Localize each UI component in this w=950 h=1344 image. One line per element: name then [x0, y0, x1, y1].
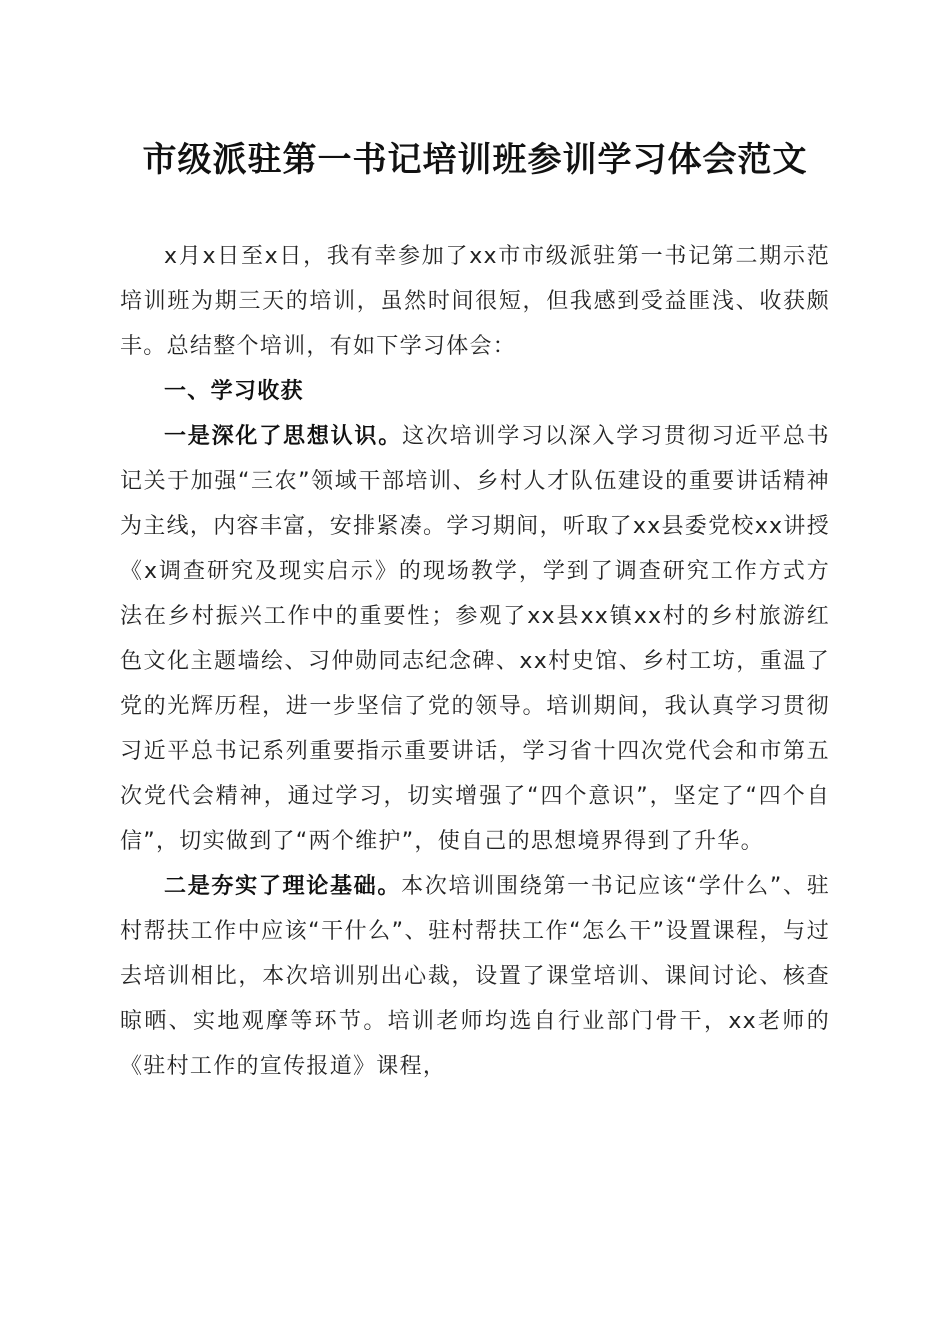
paragraph-2-lead: 二是夯实了理论基础。	[164, 874, 402, 899]
document-body	[120, 234, 830, 1089]
paragraph-1-lead: 一是深化了思想认识。	[164, 424, 403, 449]
section-heading: 一、学习收获	[164, 379, 304, 404]
intro-paragraph: x月x日至x日，我有幸参加了xx市市级派驻第一书记第二期示范培训班为期三天的培训，虽然时间很短，但我感到受益匪浅、收获颇丰。总结整个培训，有如下学习体会：	[120, 244, 830, 359]
paragraph-1-text: 这次培训学习以深入学习贯彻习近平总书记关于加强“三农”领域干部培训、乡村人才队伍建设的重要讲话精神为主线，内容丰富，安排紧凑。学习期间，听取了xx县委党校xx讲授《x调查研究及现实启示》的现场教学，学到了调查研究工作方式方法在乡村振兴工作中的重要性；参观了xx县xx镇xx村的乡村旅游红色文化主题墙绘、习仲勋同志纪念碑、xx村史馆、乡村工坊，重温了党的光辉历程，进一步坚信了党的领导。培训期间，我认真学习贯彻习近平总书记系列重要指示重要讲话，学习省十四次党代会和市第五次党代会精神，通过学习，切实增强了“四个意识”，坚定了“四个自信”，切实做到了“两个维护”，使自己的思想境界得到了升华。	[120, 424, 830, 854]
paragraph-2-text: 本次培训围绕第一书记应该“学什么”、驻村帮扶工作中应该“干什么”、驻村帮扶工作“怎么干”设置课程，与过去培训相比，本次培训别出心裁，设置了课堂培训、课间讨论、核查晾晒、实地观摩等环节。培训老师均选自行业部门骨干，xx老师的《驻村工作的宣传报道》课程，	[120, 874, 830, 1079]
paragraph-1	[120, 414, 830, 864]
document-title: 市级派驻第一书记培训班参训学习体会范文	[142, 140, 808, 180]
paragraph-2	[120, 864, 830, 1089]
